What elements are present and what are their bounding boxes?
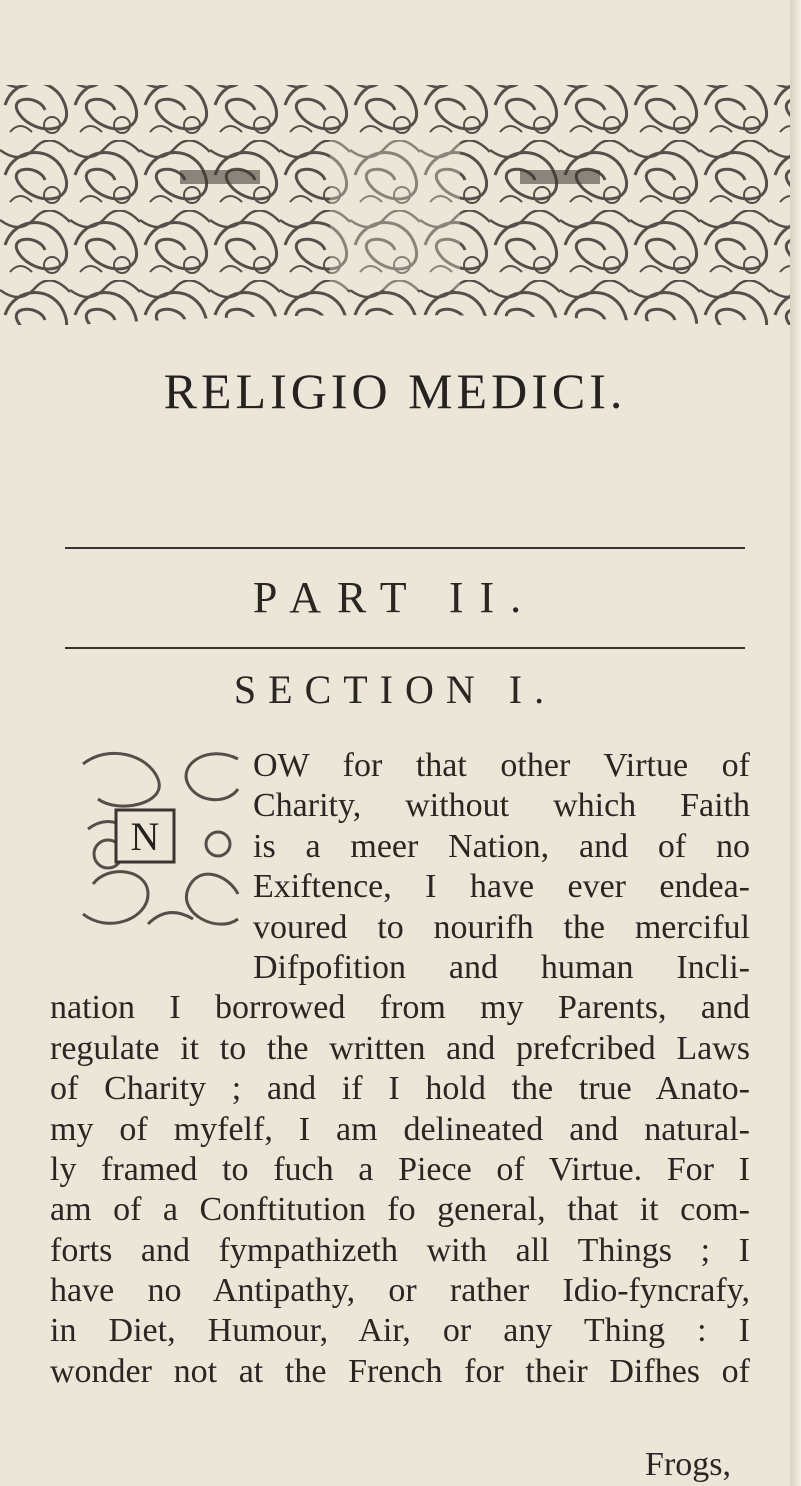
part-heading: PART II. <box>252 573 538 622</box>
catchword: Frogs, <box>645 1446 731 1483</box>
page-edge <box>790 0 801 1486</box>
text-line: nation I borrowed from my Parents, and <box>50 989 750 1027</box>
text-line: am of a Conftitution fo general, that it com- <box>50 1191 750 1229</box>
text-line: ly framed to fuch a Piece of Virtue. For I <box>50 1150 750 1188</box>
title-rule-top <box>65 547 745 549</box>
title-rule-bottom <box>65 647 745 649</box>
text-line: Difpofition and human Incli- <box>253 948 750 986</box>
text-line: Charity, without which Faith <box>253 787 750 825</box>
text-line: in Diet, Humour, Air, or any Thing : I <box>50 1312 750 1350</box>
text-line: OW for that other Virtue of <box>253 747 750 784</box>
initial-letter: N <box>130 814 160 859</box>
text-line: regulate it to the written and prefcribed Laws <box>50 1029 750 1067</box>
text-line: voured to nourifh the merciful <box>253 908 750 946</box>
ornamental-headpiece <box>0 0 790 330</box>
section-heading: SECTION I. <box>233 667 557 712</box>
text-line: have no Antipathy, or rather Idio-fyncrafy, <box>50 1272 750 1310</box>
text-line: my of myfelf, I am delineated and natural- <box>50 1110 750 1148</box>
text-line: forts and fympathizeth with all Things ; I <box>50 1231 750 1269</box>
text-line: Exiftence, I have ever endea- <box>253 868 750 906</box>
book-title: RELIGIO MEDICI. <box>163 363 627 419</box>
text-line: of Charity ; and if I hold the true Anato- <box>50 1070 750 1108</box>
text-line: is a meer Nation, and of no <box>253 827 750 865</box>
body-text <box>50 746 750 1392</box>
text-line: wonder not at the French for their Difhes of <box>50 1352 750 1390</box>
